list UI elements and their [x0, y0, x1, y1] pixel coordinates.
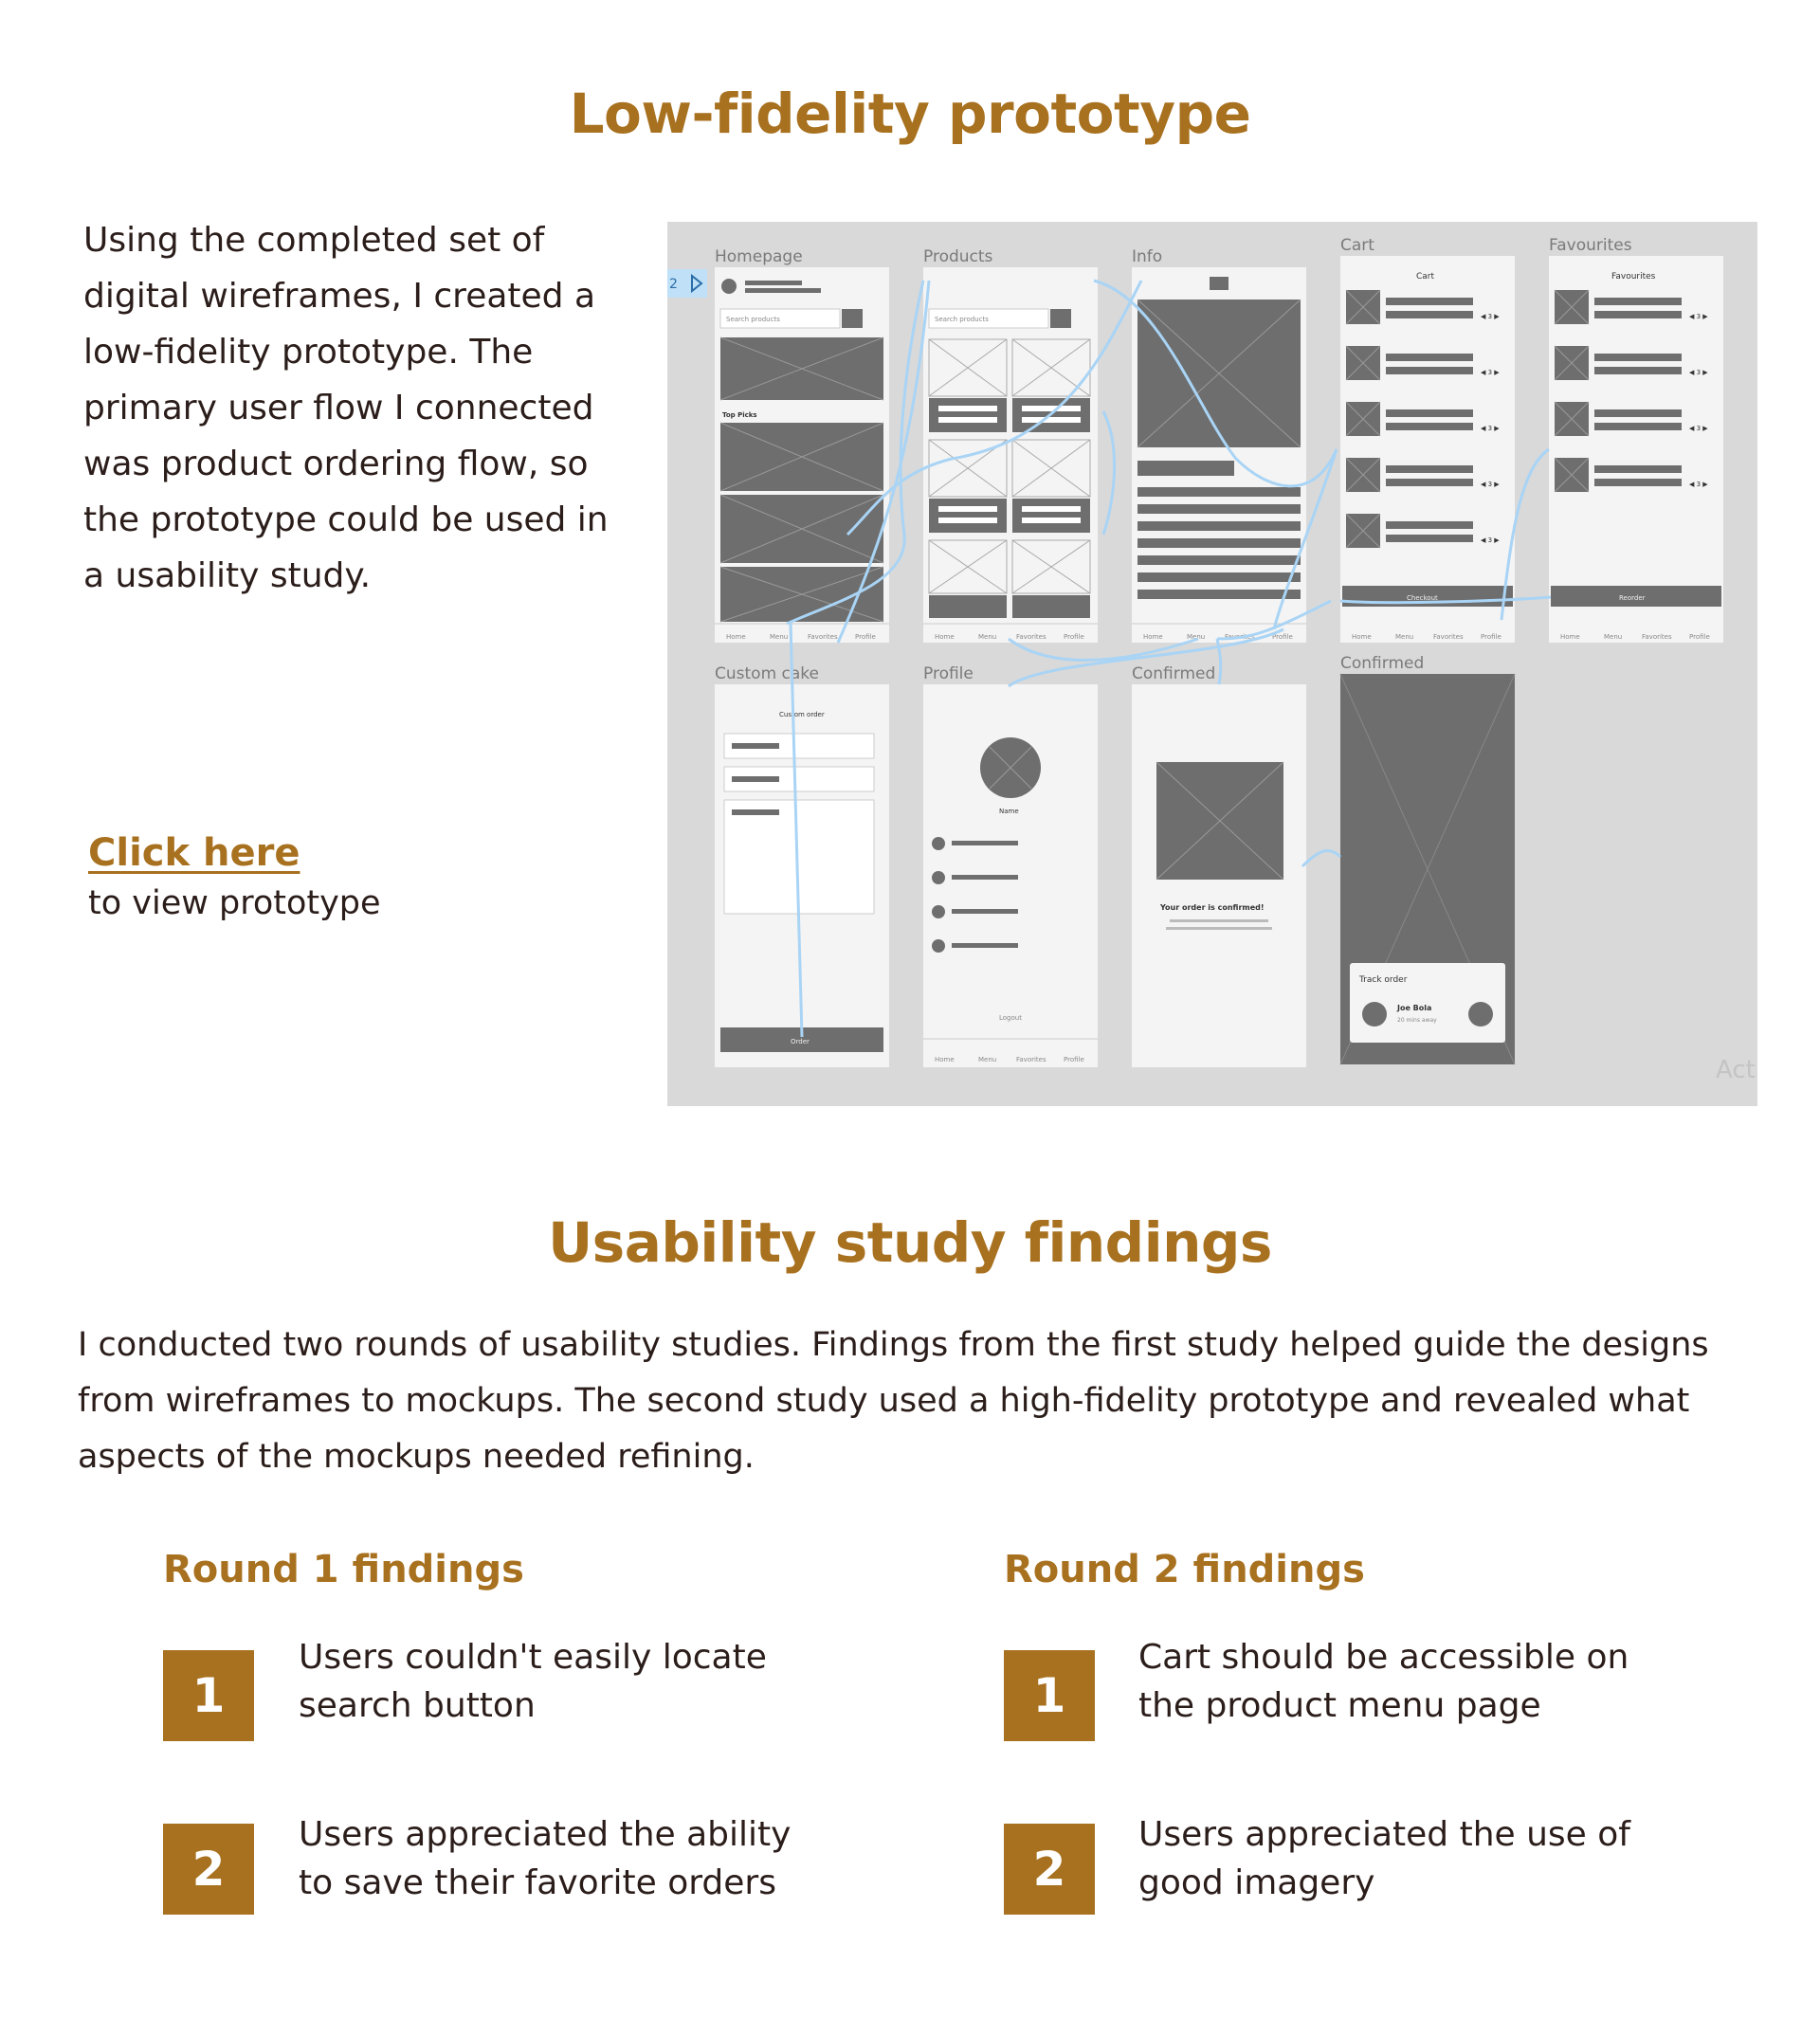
- frame-label-cart: Cart: [1340, 236, 1374, 255]
- svg-text:◀ 3 ▶: ◀ 3 ▶: [1481, 313, 1500, 320]
- svg-text:Home: Home: [935, 1056, 955, 1063]
- svg-text:Search products: Search products: [935, 316, 989, 323]
- svg-text:Profile: Profile: [1064, 1056, 1084, 1063]
- svg-text:Menu: Menu: [978, 633, 997, 641]
- svg-text:◀ 3 ▶: ◀ 3 ▶: [1689, 369, 1708, 376]
- page-number: 2: [669, 277, 678, 292]
- svg-text:Home: Home: [1560, 633, 1580, 641]
- svg-text:Favorites: Favorites: [808, 633, 838, 641]
- wireframe-favourites: [1549, 256, 1723, 643]
- wireframe-products: [923, 267, 1098, 643]
- svg-text:Cart: Cart: [1416, 272, 1435, 282]
- svg-text:Menu: Menu: [770, 633, 789, 641]
- svg-text:Profile: Profile: [1064, 633, 1084, 641]
- prototype-wireframe-board: [667, 222, 1757, 1106]
- svg-text:Menu: Menu: [978, 1056, 997, 1063]
- svg-text:20 mins away: 20 mins away: [1397, 1017, 1437, 1024]
- frame-label-confirmed: Confirmed: [1132, 664, 1216, 683]
- svg-text:Home: Home: [1143, 633, 1163, 641]
- round1-title: Round 1 findings: [163, 1548, 524, 1591]
- wireframe-homepage: [715, 267, 889, 643]
- svg-text:◀ 3 ▶: ◀ 3 ▶: [1481, 481, 1500, 488]
- svg-text:Home: Home: [935, 633, 955, 641]
- svg-text:◀ 3 ▶: ◀ 3 ▶: [1481, 536, 1500, 544]
- svg-text:◀ 3 ▶: ◀ 3 ▶: [1481, 369, 1500, 376]
- svg-text:Checkout: Checkout: [1407, 594, 1438, 602]
- round2-finding2-number: 2: [1004, 1824, 1095, 1915]
- svg-text:Favourites: Favourites: [1611, 272, 1656, 282]
- svg-text:Name: Name: [999, 808, 1019, 815]
- svg-text:Order: Order: [791, 1038, 810, 1045]
- round1-finding1-text: Users couldn't easily locate search button: [299, 1638, 767, 1725]
- svg-text:◀ 3 ▶: ◀ 3 ▶: [1689, 313, 1708, 320]
- svg-text:Profile: Profile: [1272, 633, 1293, 641]
- svg-text:Menu: Menu: [1395, 633, 1414, 641]
- svg-text:◀ 3 ▶: ◀ 3 ▶: [1689, 481, 1708, 488]
- round2-finding1-text: Cart should be accessible on the product menu page: [1138, 1638, 1629, 1725]
- round2-title: Round 2 findings: [1004, 1548, 1365, 1591]
- svg-text:Reorder: Reorder: [1619, 594, 1646, 602]
- svg-text:Logout: Logout: [999, 1014, 1022, 1022]
- svg-text:Track order: Track order: [1359, 975, 1408, 985]
- svg-text:◀ 3 ▶: ◀ 3 ▶: [1689, 425, 1708, 432]
- round1-finding2-text: Users appreciated the ability to save their favorite orders: [299, 1815, 792, 1902]
- section-title-prototype: Low-fidelity prototype: [569, 82, 1251, 146]
- section-title-findings: Usability study findings: [548, 1210, 1272, 1275]
- wireframe-profile: [923, 684, 1098, 1067]
- round1-finding1-number: 1: [163, 1650, 254, 1741]
- svg-text:Your order is confirmed!: Your order is confirmed!: [1160, 903, 1265, 912]
- svg-text:Favorites: Favorites: [1433, 633, 1464, 641]
- svg-text:Home: Home: [726, 633, 746, 641]
- wireframe-confirmed-tracking: [1340, 674, 1515, 1064]
- frame-label-confirmed-tracking: Confirmed: [1340, 654, 1425, 673]
- wireframe-info: [1132, 267, 1306, 643]
- svg-text:Menu: Menu: [1604, 633, 1623, 641]
- frame-label-products: Products: [923, 247, 993, 266]
- findings-intro-text: I conducted two rounds of usability studies. Findings from the first study helped guide the designs from wireframes to mockups. The second study used a high-fidelity prototype and revealed what aspects of the mockups needed refining.: [78, 1326, 1709, 1476]
- svg-text:Menu: Menu: [1187, 633, 1206, 641]
- svg-text:Favorites: Favorites: [1642, 633, 1672, 641]
- frame-label-profile: Profile: [923, 664, 974, 683]
- view-prototype-caption: to view prototype: [88, 884, 381, 922]
- svg-text:Custom order: Custom order: [779, 711, 825, 718]
- svg-text:Search products: Search products: [726, 316, 780, 323]
- round2-finding1-number: 1: [1004, 1650, 1095, 1741]
- frame-label-favourites: Favourites: [1549, 236, 1632, 255]
- svg-text:Favorites: Favorites: [1016, 1056, 1046, 1063]
- svg-text:Profile: Profile: [1689, 633, 1710, 641]
- svg-text:Profile: Profile: [1481, 633, 1502, 641]
- svg-text:Top Picks: Top Picks: [722, 411, 757, 419]
- svg-text:Favorites: Favorites: [1225, 633, 1255, 641]
- prototype-intro-text: Using the completed set of digital wireframes, I created a low-fidelity prototype. The primary user flow I connected was product ordering flow, so the prototype could be used in a usability study.: [83, 221, 609, 595]
- svg-text:Joe Bola: Joe Bola: [1397, 1004, 1432, 1012]
- svg-text:Favorites: Favorites: [1016, 633, 1046, 641]
- wireframe-cart: [1340, 256, 1515, 643]
- frame-label-homepage: Homepage: [715, 247, 803, 266]
- activation-watermark: Act: [1716, 1056, 1756, 1084]
- view-prototype-link[interactable]: Click here: [88, 831, 300, 875]
- svg-text:◀ 3 ▶: ◀ 3 ▶: [1481, 425, 1500, 432]
- svg-text:Profile: Profile: [855, 633, 876, 641]
- frame-label-info: Info: [1132, 247, 1163, 266]
- frame-label-custom-cake: Custom cake: [715, 664, 819, 683]
- wireframe-confirmed: [1132, 684, 1306, 1067]
- svg-text:Home: Home: [1352, 633, 1372, 641]
- round2-finding2-text: Users appreciated the use of good imagery: [1138, 1815, 1630, 1902]
- round1-finding2-number: 2: [163, 1824, 254, 1915]
